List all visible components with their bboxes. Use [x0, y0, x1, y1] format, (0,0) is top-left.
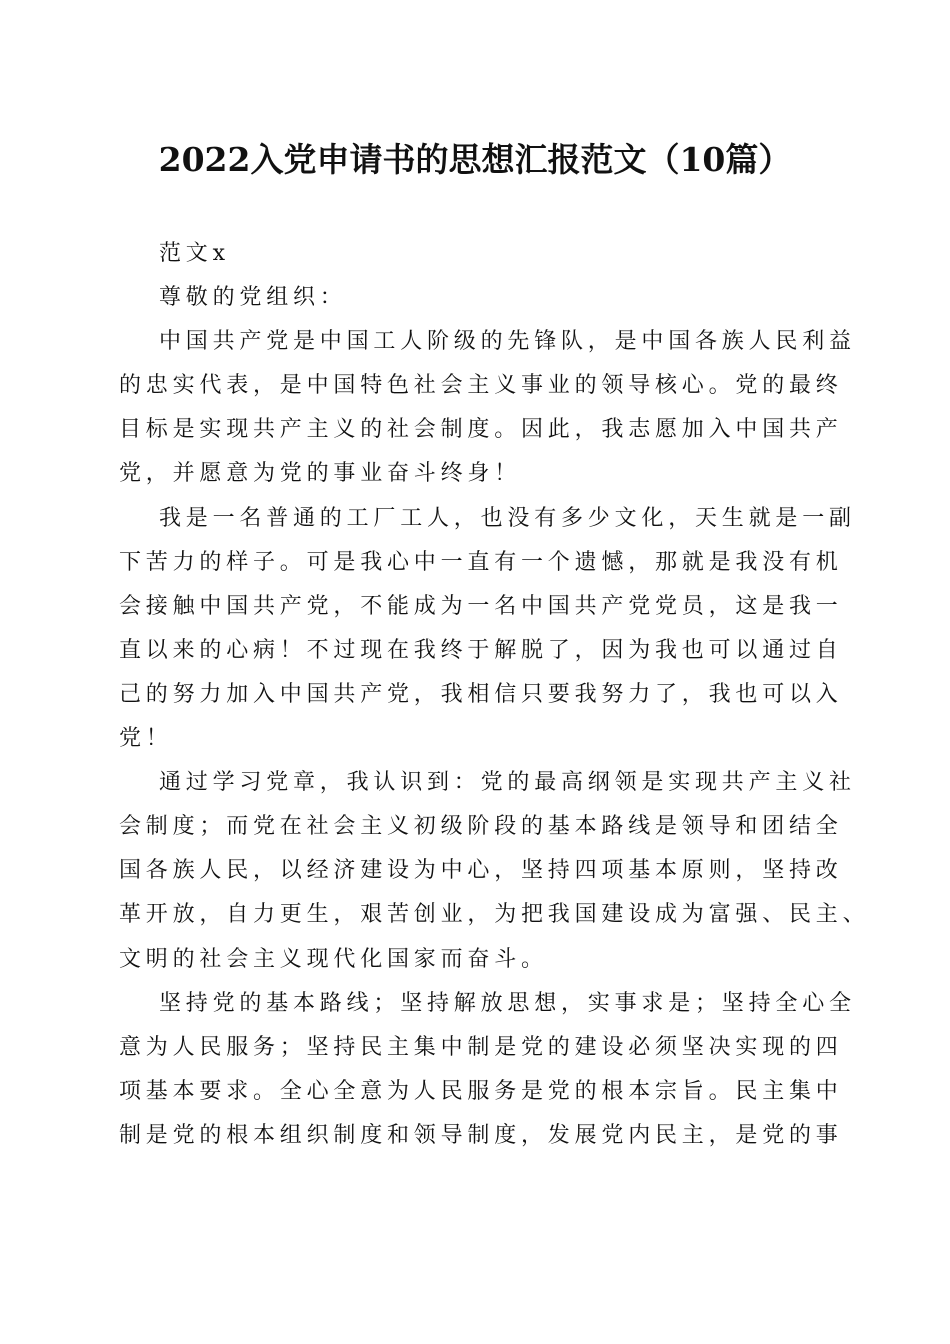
body-line: 党！ — [119, 726, 173, 752]
body-line: 国各族人民，以经济建设为中心，坚持四项基本原则，坚持改 — [119, 858, 843, 884]
body-line: 范文x — [159, 241, 230, 266]
body-line: 文明的社会主义现代化国家而奋斗。 — [119, 946, 548, 972]
body-line: 尊敬的党组织： — [159, 285, 347, 311]
body-line: 中国共产党是中国工人阶级的先锋队，是中国各族人民利益 — [159, 329, 856, 355]
document-body — [119, 232, 870, 1158]
body-line: 通过学习党章，我认识到：党的最高纲领是实现共产主义社 — [159, 770, 856, 796]
body-line: 己的努力加入中国共产党，我相信只要我努力了，我也可以入 — [119, 681, 843, 707]
body-line: 会接触中国共产党，不能成为一名中国共产党党员，这是我一 — [119, 593, 843, 619]
body-line: 意为人民服务；坚持民主集中制是党的建设必须坚决实现的四 — [119, 1034, 843, 1060]
body-line: 直以来的心病！不过现在我终于解脱了，因为我也可以通过自 — [119, 637, 843, 663]
body-line: 会制度；而党在社会主义初级阶段的基本路线是领导和团结全 — [119, 814, 843, 840]
body-line: 下苦力的样子。可是我心中一直有一个遗憾，那就是我没有机 — [119, 549, 843, 575]
body-line: 的忠实代表，是中国特色社会主义事业的领导核心。党的最终 — [119, 373, 843, 399]
body-line: 目标是实现共产主义的社会制度。因此，我志愿加入中国共产 — [119, 417, 843, 443]
document-title: 2022入党申请书的思想汇报范文（10篇） — [158, 140, 792, 179]
body-line: 党，并愿意为党的事业奋斗终身！ — [119, 461, 522, 487]
body-line: 制是党的根本组织制度和领导制度，发展党内民主，是党的事 — [119, 1122, 843, 1148]
body-line: 坚持党的基本路线；坚持解放思想，实事求是；坚持全心全 — [159, 990, 856, 1016]
body-line: 革开放，自力更生，艰苦创业，为把我国建设成为富强、民主、 — [119, 902, 870, 928]
body-line: 项基本要求。全心全意为人民服务是党的根本宗旨。民主集中 — [119, 1078, 843, 1104]
body-line: 我是一名普通的工厂工人，也没有多少文化，天生就是一副 — [159, 505, 856, 531]
